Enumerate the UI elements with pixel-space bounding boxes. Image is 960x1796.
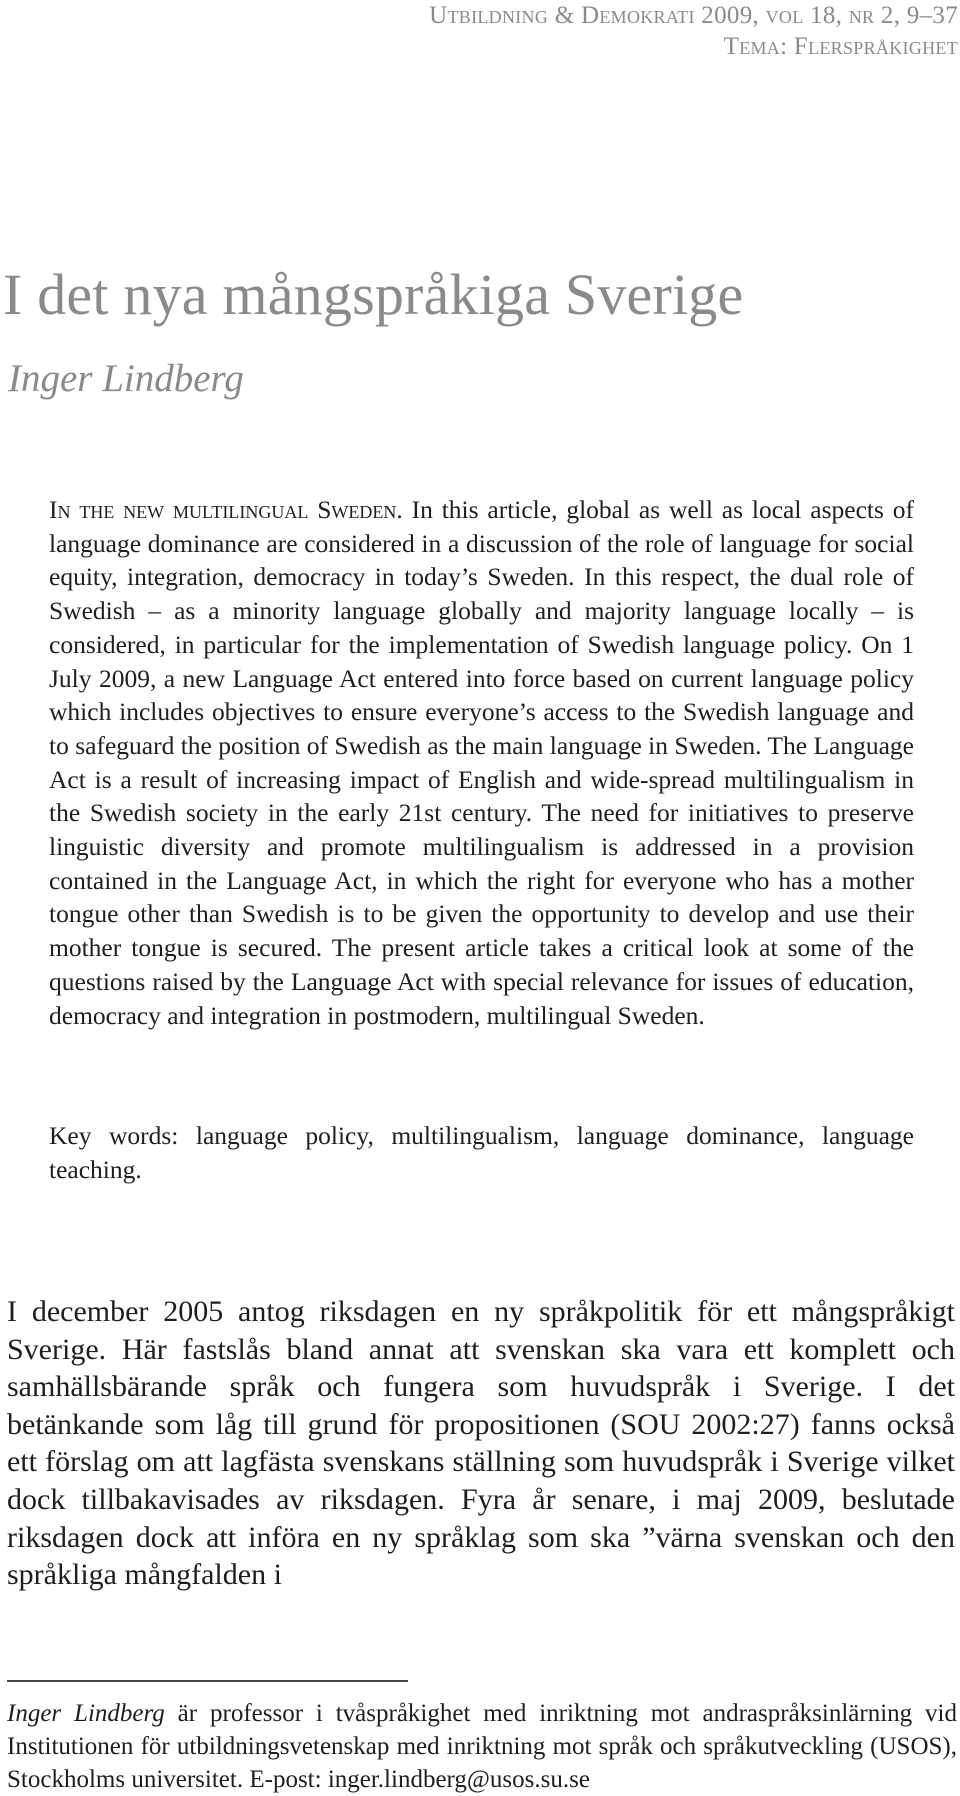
article-title: I det nya mångspråkiga Sverige	[3, 262, 744, 327]
author-footnote	[7, 1697, 957, 1796]
abstract	[49, 493, 914, 1032]
footnote-divider	[7, 1680, 408, 1682]
journal-theme: Tema: Flerspråkighet	[723, 33, 958, 60]
journal-header	[429, 0, 958, 62]
footnote-text: är professor i tvåspråkighet med inriktning mot andraspråksinlärning vid Institutionen för utbildningsvetenskap med inriktning mot språk och språkutveckling (USOS), Stockholms universitet. E-post: inger.lindberg@usos.su.se	[7, 1700, 957, 1793]
body-paragraph: I december 2005 antog riksdagen en ny språkpolitik för ett mångspråkigt Sverige. Här fastslås bland annat att svenskan ska vara ett komplett och samhällsbärande språk och fungera som huvudspråk i Sverige. I det betänkande som låg till grund för propositionen (SOU 2002:27) fanns också ett förslag om att lagfästa svenskans ställning som huvudspråk i Sverige vilket dock tillbakavisades av riksdagen. Fyra år senare, i maj 2009, beslutade riksdagen dock att införa en ny språklag som ska ”värna svenskan och den språkliga mångfalden i	[7, 1295, 955, 1592]
abstract-title: In the new multilingual Sweden.	[49, 495, 403, 524]
keywords: Key words: language policy, multilingualism, language dominance, language teaching.	[49, 1121, 914, 1184]
journal-citation: Utbildning & Demokrati 2009, vol 18, nr 2, 9–37	[429, 2, 958, 29]
abstract-text: In this article, global as well as local aspects of language dominance are considered in a discussion of the role of language for social equity, integration, democracy in today’s Sweden. In this respect, the dual role of Swedish – as a minority language globally and majority language locally – is considered, in particular for the implementation of Swedish language policy. On 1 July 2009, a new Language Act entered into force based on current language policy which includes objectives to ensure everyone’s access to the Swedish language and to safeguard the position of Swedish as the main language in Sweden. The Language Act is a result of increasing impact of English and wide-spread multilingualism in the Swedish society in the early 21st century. The need for initiatives to preserve linguistic diversity and promote multilingualism is addressed in a provision contained in the Language Act, in which the right for everyone who has a mother tongue other than Swedish is to be given the opportunity to develop and use their mother tongue is secured. The present article takes a critical look at some of the questions raised by the Language Act with special relevance for issues of education, democracy and integration in postmodern, multilingual Sweden.	[49, 495, 914, 1030]
article-author: Inger Lindberg	[8, 357, 244, 400]
footnote-author-name: Inger Lindberg	[7, 1700, 165, 1727]
